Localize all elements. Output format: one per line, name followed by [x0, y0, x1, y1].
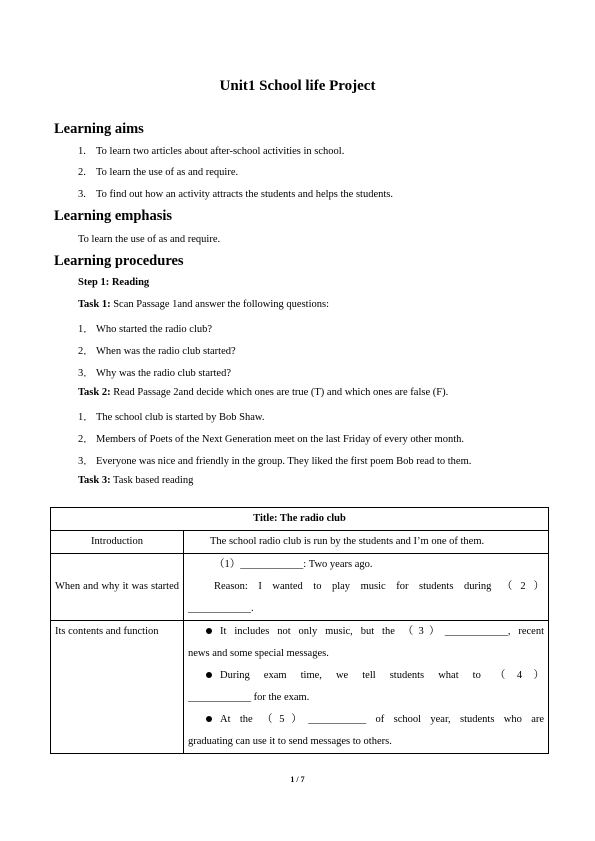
heading-learning-emphasis: Learning emphasis [54, 208, 173, 224]
task-2: Task 2: Read Passage 2and decide which ones are true (T) and which ones are false (F). [78, 387, 449, 398]
heading-learning-aims: Learning aims [54, 121, 144, 137]
heading-learning-procedures: Learning procedures [54, 253, 184, 269]
table-title: Title: The radio club [51, 508, 549, 531]
aims-item: 3. To find out how an activity attracts the students and helps the students. [78, 189, 393, 200]
bullet-icon [206, 628, 212, 634]
page-title: Unit1 School life Project [219, 78, 376, 94]
task-2-statement: 3． Everyone was nice and friendly in the group. They liked the first poem Bob read to them. [78, 456, 472, 467]
emphasis-text: To learn the use of as and require. [78, 234, 221, 245]
bullet-icon [206, 716, 212, 722]
row-label: Its contents and function [51, 621, 184, 754]
row-content: The school radio club is run by the students and I’m one of them. [184, 531, 549, 554]
task-2-statement: 1． The school club is started by Bob Shaw. [78, 412, 265, 423]
task-1-question: 2． When was the radio club started? [78, 346, 236, 357]
aims-item: 2. To learn the use of as and require. [78, 167, 239, 178]
task-2-statement: 2． Members of Poets of the Next Generation meet on the last Friday of every other month. [78, 434, 464, 445]
row-content: It includes not only music, but the （3）____________, recent news and some special messages. During exam time, we tell students what to （4） ____________ for the exam. At the （5）___________ of school year, students who are graduating can use it to send messages to others. [184, 621, 549, 754]
task-1: Task 1: Scan Passage 1and answer the following questions: [78, 299, 330, 310]
table-row [51, 554, 549, 621]
table-title-row [51, 508, 549, 531]
task-1-question: 3． Why was the radio club started? [78, 368, 231, 379]
page-number: 1 / 7 [290, 775, 305, 784]
row-content: （1）____________: Two years ago. Reason: I wanted to play music for students during （2） ____________. [184, 554, 549, 621]
bullet-icon [206, 672, 212, 678]
row-label: Introduction [51, 531, 184, 554]
radio-club-table [50, 507, 549, 754]
aims-item: 1. To learn two articles about after-school activities in school. [78, 146, 345, 157]
row-label: When and why it was started [51, 554, 184, 621]
table-row [51, 621, 549, 754]
table-row [51, 531, 549, 554]
task-1-question: 1． Who started the radio club? [78, 324, 213, 335]
step-1-heading: Step 1: Reading [78, 277, 150, 288]
task-3: Task 3: Task based reading [78, 475, 194, 486]
